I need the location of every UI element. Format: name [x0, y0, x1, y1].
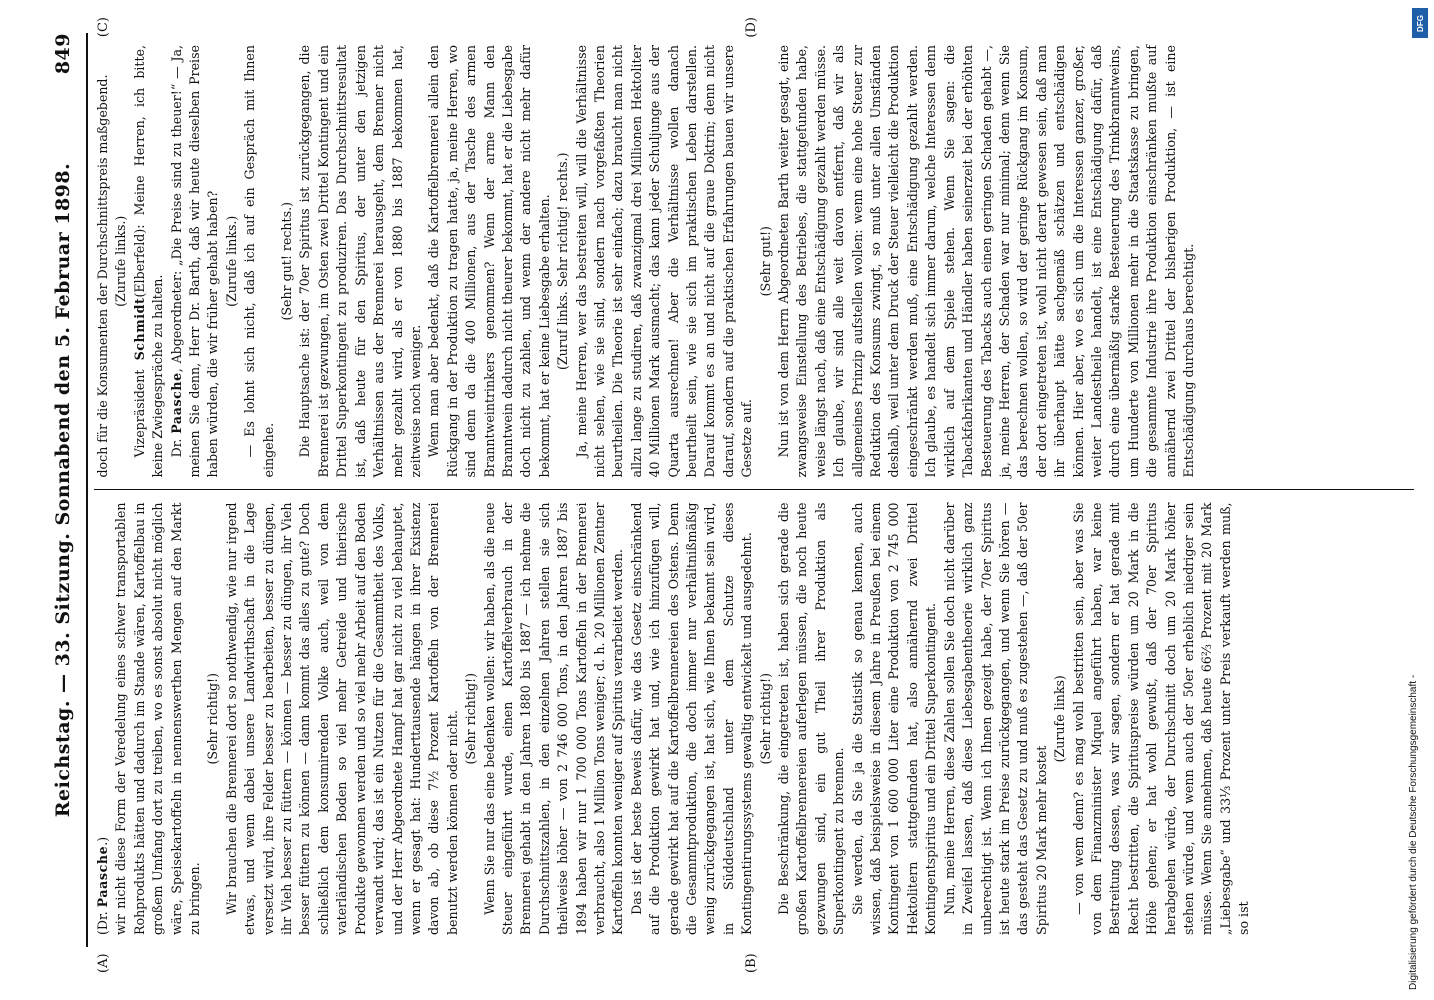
speaker-prefix: Vizepräsident	[131, 369, 147, 458]
right-column	[94, 33, 1414, 490]
speaker-prefix: Dr.	[168, 438, 184, 458]
dfg-logo	[1412, 8, 1428, 38]
interjection: (Zuruf links. Sehr richtig! rechts.)	[555, 152, 571, 371]
page-title: Reichstag. — 33. Sitzung. Sonnabend den 5. Februar 1898.	[52, 162, 74, 818]
paragraph: Die Beschränkung, die eingetreten ist, haben sich gerade die großen Kartoffelbrennereien auferlegen müssen, die noch heute gezwungen sind, ein gut Theil ihrer Produktion als Superkontingent zu brennen.	[776, 502, 847, 935]
newspaper-page	[44, 15, 1424, 975]
speaker-text: , Abgeordneter: „Die Preise sind zu theuer!“ — Ja, meinen Sie denn, Herr Dr. Barth, daß wir heute dieselben Preise haben würden, die wir früher gehabt haben?	[168, 44, 221, 478]
speaker-paragraph	[94, 503, 112, 936]
margin-mark-a: (A)	[96, 953, 111, 973]
speaker-name: Paasche	[168, 372, 184, 434]
paragraph: Nun, meine Herren, diese Zahlen sollen Sie doch nicht darüber in Zweifel lassen, daß diese Liebesgabentheorie wirklich ganz unberechtigt ist. Wenn ich Ihnen gezeigt habe, der 70er Spiritus ist heute stark im Preise zurückgegangen, und wenn Sie hören — das gesteht das Gesetz zu und muß es zugestehen —, daß der 50er Spiritus 20 Mark mehr kostet	[941, 502, 1049, 935]
paragraph: — Es lohnt sich nicht, daß ich auf ein Gespräch mit Ihnen eingehe.	[242, 45, 276, 478]
paragraph: Nun ist von dem Herrn Abgeordneten Barth weiter gesagt, eine zwangsweise Einstellung des Betriebes, die stattgefunden habe, weise längst nach, daß eine Entschädigung gezahlt werden müsse. Ich glaube, wir sind alle weit davon entfernt, daß wir als allgemeines Prinzip aufstellen wollen: wenn eine hohe Steuer zur Reduktion des Konsums zwingt, so muß unter allen Umständen deshalb, weil unter dem Druck der Steuer vielleicht die Produktion eingeschränkt werden muß, eine Entschädigung gezahlt werden. Ich glaube, es handelt sich immer darum, welche Interessen denn wirklich auf dem Spiele stehen. Wenn Sie sagen: die Tabackfabrikanten und Händler haben seinerzeit bei der erhöhten Besteuerung des Tabacks auch einen geringen Schaden gehabt —, ja, meine Herren, der Schaden war nur minimal; denn wenn Sie das berechnen wollen, so wird der geringe Rückgang im Konsum, der dort eingetreten ist, wohl nicht derart gewesen sein, daß man ihr überhaupt hätte sachgemäß schätzen und entschädigen können. Hier aber, wo es sich um die Interessen ganzer, großer, weiter Landestheile handelt, ist eine Entschädigung dafür, daß durch eine übermäßig starke Besteuerung des Trinkbranntweins, um Hunderte von Millionen mehr in die Staatskasse zu bringen, die gesammte Industrie ihre Produktion einschränken mußte auf annähernd zwei Drittel der bisherigen Produktion, — ist eine Entschädigung durchaus berechtigt.	[776, 45, 1196, 478]
speaker-name: Paasche	[95, 845, 110, 908]
speaker-text: (Elberfeld): Meine Herren, ich bitte, keine Zwiegespräche zu halten.	[131, 45, 166, 478]
margin-mark-b: (B)	[744, 953, 759, 973]
interjection: (Sehr gut!)	[757, 226, 773, 297]
interjection: (Sehr richtig!)	[757, 673, 773, 765]
page-header	[52, 33, 88, 947]
interjection: (Zurufe links.)	[113, 215, 129, 307]
speaker-text: .)	[95, 836, 110, 846]
interjection: (Sehr richtig!)	[463, 673, 479, 765]
margin-mark-c: (C)	[96, 17, 111, 38]
speaker-name: Schmidt	[131, 297, 147, 361]
speaker-paragraph	[131, 45, 168, 478]
paragraph: Wenn Sie nur das eine bedenken wollen: wir haben, als die neue Steuer eingeführt wurde, einen Kartoffelverbrauch in der Brennerei gehabt in den Jahren 1880 bis 1887 — ich nehme die Durchschnittszahlen, in den einzelnen Jahren stellen sie sich theilweise höher — von 2 746 000 Tons, in den Jahren 1887 bis 1894 haben wir nur 1 700 000 Tons Kartoffeln in der Brennerei verbraucht, also 1 Million Tons weniger; d. h. 20 Millionen Zentner Kartoffeln konnten weniger auf Spiritus verarbeitet werden.	[481, 502, 626, 935]
paragraph: Wenn man aber bedenkt, daß die Kartoffelbrennerei allein den Rückgang in der Produktion zu tragen hatte, ja, meine Herren, wo sind denn da die 400 Millionen, aus der Tasche des armen Branntweintrinkers genommen? Wenn der arme Mann den Branntwein dadurch nicht theurer bekommt, hat er die Liebesgabe doch nicht zu zahlen, und wenn der andere nicht mehr dafür bekommt, hat er keine Liebesgabe erhalten.	[426, 45, 552, 478]
interjection: (Zurufe links.)	[223, 215, 239, 307]
interjection: (Zurufe links)	[1052, 675, 1068, 763]
paragraph: — von wem denn? es mag wohl bestritten sein, aber was Sie von dem Finanzminister Miquel angeführt haben, war keine Bestreitung dessen, was wir sagen, sondern er hat gerade mit Recht bestritten, die Spirituspreise würden um 20 Mark in die Höhe gehen; er hat wohl gewußt, daß der 70er Spiritus herabgehen würde, der Durchschnitt doch um 20 Mark höher stehen würde, und wenn auch der 50er erheblich niedriger sein müsse. Wenn Sie annehmen, daß heute 66⅔ Prozent mit 20 Mark „Liebesgabe“ und 33⅓ Prozent unter Preis verkauft werden muß, so ist	[1070, 502, 1252, 935]
left-column	[94, 490, 1414, 948]
margin-mark-d: (D)	[744, 17, 759, 38]
interjection: (Sehr gut! rechts.)	[279, 202, 295, 321]
paragraph: Die Hauptsache ist: der 70er Spiritus ist zurückgegangen, die Brennerei ist gezwungen, im Osten zwei Drittel Kontingent und ein Drittel Superkontingent zu produziren. Das Durchschnittsresultat ist, daß heute für den Spiritus, der unter den jetzigen Verhältnissen aus der Brennerei herausgeht, dem Brenner nicht mehr gezahlt wird, als er von 1880 bis 1887 bekommen hat, zeitweise noch weniger.	[297, 45, 423, 478]
paragraph: Sie werden, da Sie ja die Statistik so genau kennen, auch wissen, daß beispielsweise in diesem Jahre in Preußen bei einem Kontingent von 1 600 000 Liter eine Produktion von 2 745 000 Hektolitern stattgefunden hat, also annähernd zwei Drittel Kontingentspiritus und ein Drittel Superkontingent.	[849, 502, 939, 935]
dfg-logo-text: DFG	[1415, 14, 1425, 32]
paragraph: Ja, meine Herren, wer das bestreiten will, will die Verhältnisse nicht sehen, wie sie sind, sondern nach vorgefaßten Theorien beurtheilen. Die Theorie ist sehr einfach; dazu braucht man nicht allzu lange zu studiren, daß zwanzigmal drei Millionen Hektoliter 40 Millionen Mark ausmacht; das kann jeder Schuljunge aus der Quarta ausrechnen! Aber die Verhältnisse wollen danach beurtheilt sein, wie sie sich im praktischen Leben darstellen. Darauf kommt es an und nicht auf die graue Doktrin; denn nicht darauf, sondern auf die praktischen Erfahrungen bauen wir unsere Gesetze auf.	[573, 45, 755, 478]
speaker-paragraph	[168, 45, 223, 478]
paragraph: doch für die Konsumenten der Durchschnittspreis maßgebend.	[95, 74, 110, 478]
interjection: (Sehr richtig!)	[205, 673, 221, 765]
speaker-prefix: (Dr.	[95, 911, 110, 935]
digitization-credit: Digitalisierung gefördert durch die Deutsche Forschungsgemeinschaft -	[1408, 674, 1419, 990]
paragraph: Das ist der beste Beweis dafür, wie das Gesetz einschränkend auf die Produktion gewirkt hat und, wie ich hinzufügen will, gerade gewirkt hat auf die Kartoffelbrennereien des Ostens. Denn die Gesammtproduktion, die doch immer nur verhältnißmäßig wenig zurückgegangen ist, hat sich, wie Ihnen bekannt sein wird, in Süddeutschland unter dem Schutze dieses Kontingentirungssystems gewaltig entwickelt und ausgedehnt.	[628, 502, 755, 935]
page-number: 849	[52, 33, 74, 75]
paragraph: wir nicht diese Form der Veredelung eines schwer transportablen Rohprodukts hätten und dadurch im Stande wären, Kartoffelbau in großem Umfang dort zu treiben, wo es sonst absolut nicht möglich wäre, Speisekartoffeln in nennenswerthen Mengen auf den Markt zu bringen.	[113, 502, 203, 935]
paragraph: Wir brauchen die Brennerei dort so nothwendig, wie nur irgend etwas, und wenn dabei unsere Landwirthschaft in die Lage versetzt wird, ihre Felder besser zu bearbeiten, besser zu düngen, ihr Vieh besser zu füttern — können — besser zu düngen, ihr Vieh besser füttern zu können — dann kommt das alles zu gute? Doch schließlich dem konsumirenden Volke auch, weil von dem vaterländischen Boden so viel mehr Getreide und thierische Produkte gewonnen werden und so viel mehr Arbeit auf den Boden verwandt wird; das ist ein Nutzen für die Gesammtheit des Volks, und der Herr Abgeordnete Hampf hat gar nicht zu viel behauptet, wenn er gesagt hat: Hunderttausende hängen in ihrer Existenz davon ab, ob diese 7½ Prozent Kartoffeln von der Brennerei benutzt werden können oder nicht.	[223, 502, 460, 935]
